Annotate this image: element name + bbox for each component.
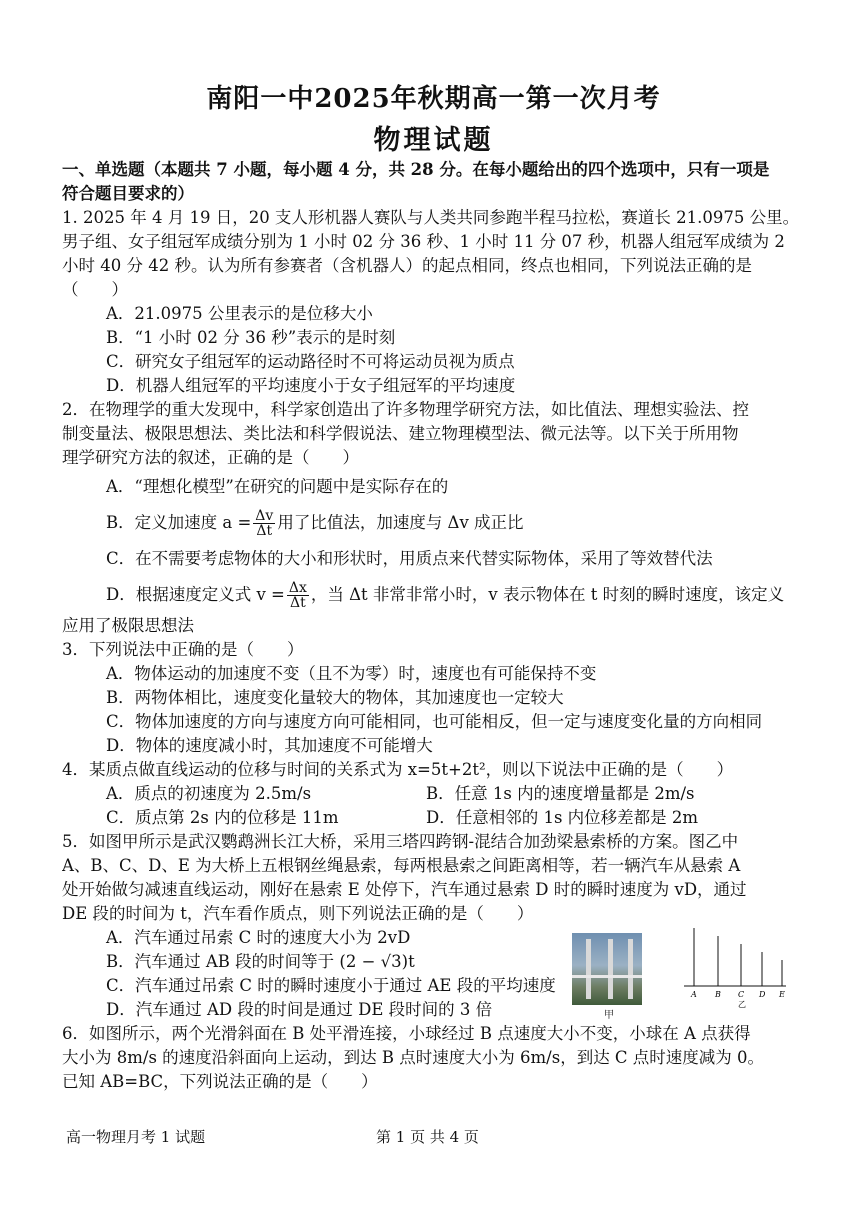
section-heading: 一、单选题（本题共 7 小题，每小题 4 分，共 28 分。在每小题给出的四个选项中，只有一项是 — [62, 160, 770, 179]
fraction: $\frac{\Delta v}{\Delta t}$ — [255, 508, 274, 539]
q5-stem: 5．如图甲所示是武汉鹦鹉洲长江大桥，采用三塔四跨钢-混结合加劲梁悬索桥的方案。图乙中 — [62, 832, 739, 851]
q2-stem: 2．在物理学的重大发现中，科学家创造出了许多物理学研究方法，如比值法、理想实验法、控 — [62, 400, 749, 419]
q4-option-b: B．任意 1s 内的速度增量都是 2m/s — [426, 784, 695, 803]
q4-option-c: C．质点第 2s 内的位移是 11m — [106, 808, 339, 827]
q4-option-d: D．任意相邻的 1s 内位移差都是 2m — [426, 808, 699, 827]
q5-option-a: A．汽车通过吊索 C 时的速度大小为 2vD — [106, 928, 411, 947]
bridge-photo — [572, 933, 642, 1005]
label-d: D — [759, 990, 766, 999]
q2-option-c: C．在不需要考虑物体的大小和形状时，用质点来代替实际物体，采用了等效替代法 — [106, 549, 713, 568]
q2-stem: 理学研究方法的叙述，正确的是（ ） — [62, 448, 359, 467]
q5-option-c: C．汽车通过吊索 C 时的瞬时速度小于通过 AE 段的平均速度 — [106, 976, 556, 995]
q6-stem: 大小为 8m/s 的速度沿斜面向上运动，到达 B 点时速度大小为 6m/s，到达 C 点时速度减为 0。 — [62, 1048, 765, 1067]
q6-stem: 已知 AB=BC，下列说法正确的是（ ） — [62, 1072, 378, 1091]
q5-option-d: D．汽车通过 AD 段的时间是通过 DE 段时间的 3 倍 — [106, 1000, 493, 1019]
label-a: A — [691, 990, 697, 999]
section-heading-cont: 符合题目要求的） — [62, 184, 194, 203]
bridge-tower — [586, 939, 591, 999]
fraction: $\frac{\Delta x}{\Delta t}$ — [288, 580, 307, 611]
q3-stem: 3．下列说法中正确的是（ ） — [62, 640, 304, 659]
q2-stem: 制变量法、极限思想法、类比法和科学假说法、建立物理模型法、微元法等。以下关于所用物 — [62, 424, 739, 443]
q1-stem: 小时 40 分 42 秒。认为所有参赛者（含机器人）的起点相同，终点也相同，下列说法正确的是 — [62, 256, 752, 275]
label-e: E — [779, 990, 785, 999]
q3-option-c: C．物体加速度的方向与速度方向可能相同，也可能相反，但一定与速度变化量的方向相同 — [106, 712, 763, 731]
q4-option-a: A．质点的初速度为 2.5m/s — [106, 784, 312, 803]
exam-subject: 物理试题 — [373, 125, 494, 156]
q3-option-d: D．物体的速度减小时，其加速度不可能增大 — [106, 736, 433, 755]
q1-option-c: C．研究女子组冠军的运动路径时不可将运动员视为质点 — [106, 352, 515, 371]
q6-stem: 6．如图所示，两个光滑斜面在 B 处平滑连接，小球经过 B 点速度大小不变，小球在 A 点获得 — [62, 1024, 751, 1043]
q1-option-b: B．“1 小时 02 分 36 秒”表示的是时刻 — [106, 328, 396, 347]
q5-stem: DE 段的时间为 t，汽车看作质点，则下列说法正确的是（ ） — [62, 904, 534, 923]
q1-option-a: A．21.0975 公里表示的是位移大小 — [106, 304, 373, 323]
figure-caption-yi: 乙 — [738, 1000, 746, 1008]
q4-options-row1 — [62, 782, 807, 806]
q2-option-d-cont: 应用了极限思想法 — [62, 616, 194, 635]
q5-stem: A、B、C、D、E 为大桥上五根钢丝绳悬索，每两根悬索之间距离相等，若一辆汽车从悬索 A — [62, 856, 741, 875]
q4-options-row2 — [62, 806, 807, 830]
footer-page-number: 第 1 页 共 4 页 — [376, 1128, 479, 1146]
q2-option-a: A．“理想化模型”在研究的问题中是实际存在的 — [106, 477, 449, 496]
label-c: C — [738, 990, 745, 999]
bridge-deck — [572, 975, 642, 978]
q2-option-d: D．根据速度定义式 v = $\frac{\Delta x}{\Delta t}$ ，当 Δt 非常非常小时，v 表示物体在 t 时刻的瞬时速度，该定义 — [106, 580, 785, 611]
bridge-tower — [628, 939, 633, 999]
q3-option-b: B．两物体相比，速度变化量较大的物体，其加速度也一定较大 — [106, 688, 564, 707]
footer-left: 高一物理月考 1 试题 — [66, 1128, 206, 1146]
suspension-cables-diagram — [680, 924, 790, 1008]
q1-stem: （ ） — [62, 280, 128, 299]
q5-option-b: B．汽车通过 AB 段的时间等于 (2 − √3)t — [106, 952, 415, 971]
q1-stem: 男子组、女子组冠军成绩分别为 1 小时 02 分 36 秒、1 小时 11 分 07 秒，机器人组冠军成绩为 2 — [62, 232, 785, 251]
q4-stem: 4．某质点做直线运动的位移与时间的关系式为 x=5t+2t²，则以下说法中正确的是（ ） — [62, 760, 734, 779]
q2-option-b: B．定义加速度 a = $\frac{\Delta v}{\Delta t}$ 用了比值法，加速度与 Δv 成正比 — [106, 508, 524, 539]
exam-title: 南阳一中2025年秋期高一第一次月考 — [206, 84, 661, 114]
q5-stem: 处开始做匀减速直线运动，刚好在悬索 E 处停下，汽车通过悬索 D 时的瞬时速度为 vD，通过 — [62, 880, 747, 899]
bridge-tower — [608, 939, 613, 999]
figure-caption-jia: 甲 — [604, 1010, 614, 1021]
label-b: B — [715, 990, 721, 999]
q1-stem: 1. 2025 年 4 月 19 日，20 支人形机器人赛队与人类共同参跑半程马拉松，赛道长 21.0975 公里。 — [62, 208, 800, 227]
q1-option-d: D．机器人组冠军的平均速度小于女子组冠军的平均速度 — [106, 376, 516, 395]
q3-option-a: A．物体运动的加速度不变（且不为零）时，速度也有可能保持不变 — [106, 664, 597, 683]
